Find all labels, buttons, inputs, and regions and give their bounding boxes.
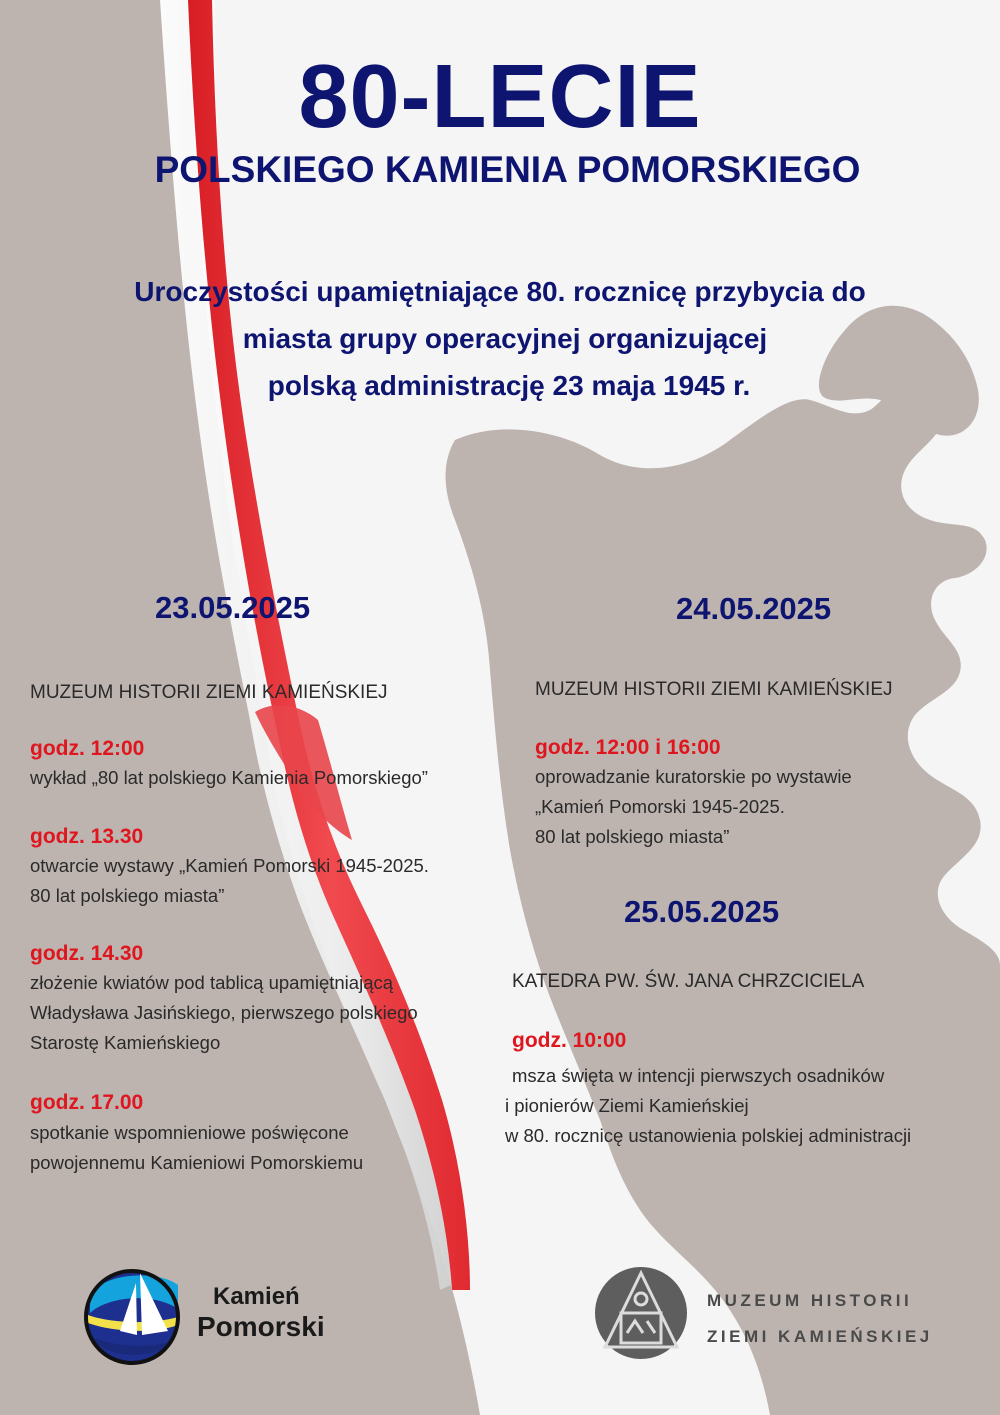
day3-event1-desc-line3: w 80. rocznicę ustanowienia polskiej administracji (505, 1125, 912, 1146)
kamien-sail-emblem-icon (80, 1265, 190, 1365)
day1-event3-desc-line3: Starostę Kamieńskiego (30, 1032, 221, 1053)
kamien-pomorski-logo (80, 1265, 380, 1365)
day2-venue: MUZEUM HISTORII ZIEMI KAMIEŃSKIEJ (535, 679, 893, 700)
grey-field-left (0, 0, 480, 1415)
day1-event3-time: godz. 14.30 (30, 942, 144, 965)
day1-event1-time: godz. 12:00 (30, 737, 145, 760)
day1-event4-time: godz. 17.00 (30, 1091, 144, 1114)
intro-line-1: Uroczystości upamiętniające 80. rocznicę przybycia do (134, 276, 866, 307)
day2-date: 24.05.2025 (676, 591, 832, 626)
day2-event1-time: godz. 12:00 i 16:00 (535, 736, 721, 759)
kamien-logo-line1: Kamień (213, 1283, 300, 1310)
day1-event2-desc-line2: 80 lat polskiego miasta” (30, 885, 225, 906)
day3-event1-desc-line2: i pionierów Ziemi Kamieńskiej (505, 1095, 749, 1116)
day1-venue: MUZEUM HISTORII ZIEMI KAMIEŃSKIEJ (30, 682, 388, 703)
day2-event1-desc-line2: „Kamień Pomorski 1945-2025. (535, 796, 785, 817)
day1-event3-desc-line2: Władysława Jasińskiego, pierwszego polskiego (30, 1002, 418, 1023)
day3-date: 25.05.2025 (624, 894, 780, 929)
main-title: 80-LECIE (298, 47, 702, 147)
day1-event4-desc-line2: powojennemu Kamieniowi Pomorskiemu (30, 1152, 364, 1173)
day2-event1-desc-line1: oprowadzanie kuratorskie po wystawie (535, 766, 852, 787)
museum-logo-line1: MUZEUM HISTORII (707, 1291, 913, 1310)
day3-event1-desc-line1: msza święta w intencji pierwszych osadników (512, 1065, 885, 1086)
intro-line-2: miasta grupy operacyjnej organizującej (242, 323, 768, 354)
day1-event4-desc-line1: spotkanie wspomnieniowe poświęcone (30, 1122, 349, 1143)
day1-event2-desc-line1: otwarcie wystawy „Kamień Pomorski 1945-2025. (30, 855, 429, 876)
museum-emblem-icon (585, 1263, 697, 1363)
day1-event3-desc-line1: złożenie kwiatów pod tablicą upamiętniającą (30, 972, 394, 993)
day3-event1-time: godz. 10:00 (512, 1029, 627, 1052)
day1-event1-desc-line1: wykład „80 lat polskiego Kamienia Pomorskiego” (30, 767, 428, 788)
day1-date: 23.05.2025 (155, 590, 311, 625)
day3-venue: KATEDRA PW. ŚW. JANA CHRZCICIELA (512, 971, 865, 992)
kamien-logo-line2: Pomorski (197, 1311, 325, 1342)
museum-logo (585, 1258, 985, 1368)
museum-logo-line2: ZIEMI KAMIEŃSKIEJ (707, 1327, 933, 1346)
day2-event1-desc-line3: 80 lat polskiego miasta” (535, 826, 730, 847)
intro-line-3: polską administrację 23 maja 1945 r. (267, 370, 751, 401)
day1-event2-time: godz. 13.30 (30, 825, 144, 848)
main-subtitle: POLSKIEGO KAMIENIA POMORSKIEGO (154, 149, 861, 190)
